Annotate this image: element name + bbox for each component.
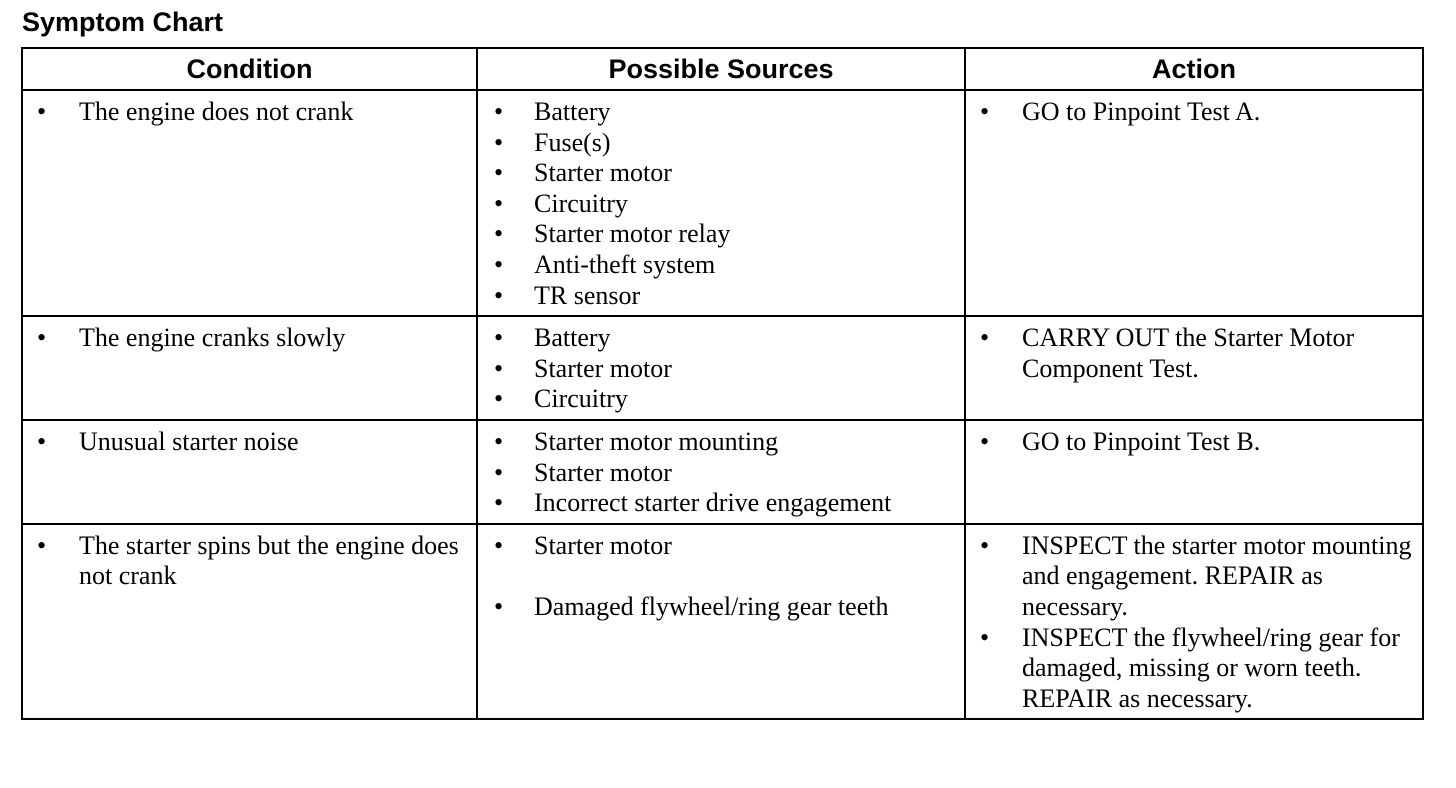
table-row [22, 316, 1423, 420]
list-item: • The engine cranks slowly [23, 323, 476, 354]
list-item: • Anti-theft system [478, 250, 964, 281]
action-list [966, 531, 1422, 715]
condition-list [23, 97, 476, 128]
sources-list [478, 323, 964, 415]
list-item: • Unusual starter noise [23, 427, 476, 458]
list-item: • Starter motor mounting [478, 427, 964, 458]
page-title: Symptom Chart [22, 7, 224, 37]
list-item: • GO to Pinpoint Test A. [966, 97, 1422, 128]
condition-cell [22, 90, 477, 316]
condition-list [23, 531, 476, 592]
list-item: • Starter motor [478, 158, 964, 189]
action-cell [965, 316, 1423, 420]
sources-cell [477, 90, 965, 316]
header-row [22, 48, 1423, 90]
list-item: • Starter motor [478, 531, 964, 562]
action-list [966, 323, 1422, 384]
condition-cell [22, 420, 477, 524]
condition-list [23, 427, 476, 458]
sources-cell [477, 316, 965, 420]
list-item: • Incorrect starter drive engagement [478, 488, 964, 519]
action-cell [965, 90, 1423, 316]
list-item: • Fuse(s) [478, 128, 964, 159]
list-item: • Circuitry [478, 384, 964, 415]
table-row [22, 90, 1423, 316]
list-item: • Damaged flywheel/ring gear teeth [478, 592, 964, 623]
sources-list [478, 531, 964, 623]
sources-cell [477, 524, 965, 720]
list-item: • INSPECT the starter motor mounting and engagement. REPAIR as necessary. [966, 531, 1422, 623]
sources-list [478, 427, 964, 519]
header-condition: Condition [22, 48, 477, 90]
condition-cell [22, 316, 477, 420]
list-item: • The engine does not crank [23, 97, 476, 128]
condition-cell [22, 524, 477, 720]
sources-list [478, 97, 964, 311]
list-item: • Battery [478, 323, 964, 354]
symptom-chart-table [21, 47, 1424, 720]
list-item: • CARRY OUT the Starter Motor Component Test. [966, 323, 1422, 384]
list-item: • TR sensor [478, 281, 964, 312]
list-item: • Starter motor [478, 458, 964, 489]
action-cell [965, 420, 1423, 524]
list-item: • Battery [478, 97, 964, 128]
action-cell [965, 524, 1423, 720]
list-item: • Starter motor [478, 354, 964, 385]
list-item: • INSPECT the flywheel/ring gear for damaged, missing or worn teeth. REPAIR as necessary. [966, 623, 1422, 715]
condition-list [23, 323, 476, 354]
list-item: • Circuitry [478, 189, 964, 220]
header-possible-sources: Possible Sources [477, 48, 965, 90]
list-item: • GO to Pinpoint Test B. [966, 427, 1422, 458]
table-row [22, 524, 1423, 720]
table-row [22, 420, 1423, 524]
action-list [966, 427, 1422, 458]
list-item: • The starter spins but the engine does not crank [23, 531, 476, 592]
action-list [966, 97, 1422, 128]
sources-cell [477, 420, 965, 524]
header-action: Action [965, 48, 1423, 90]
list-item: • Starter motor relay [478, 219, 964, 250]
